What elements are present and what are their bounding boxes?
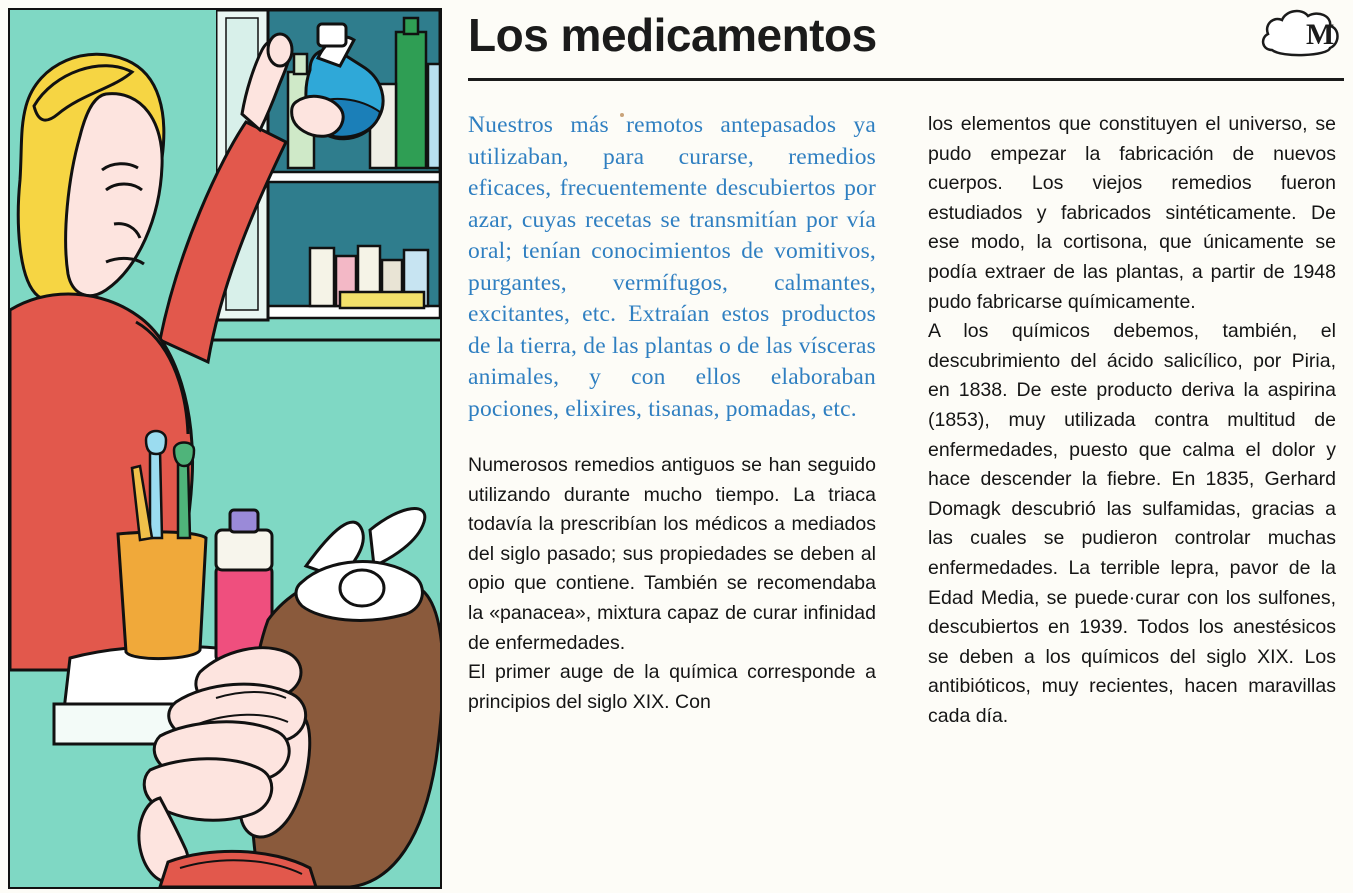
article-header xyxy=(468,6,1344,84)
header-divider xyxy=(468,78,1344,81)
page-title: Los medicamentos xyxy=(468,9,877,61)
paragraph-right-1: los elementos que constituyen el universo, se pudo empezar la fabricación de nuevos cuerpos. Los viejos remedios fueron estudiados y fabricados sintéticamente. De ese modo, la cortisona, que únicamente se podía extraer de las plantas, a partir de 1948 pudo fabricarse químicamente. xyxy=(928,113,1336,313)
lead-paragraph: Nuestros más remotos antepasados ya utilizaban, para curarse, remedios eficaces, frecuentemente descubiertos por azar, cuyas recetas se transmitían por vía oral; tenían conocimientos de vomitivos, purgantes, vermífugos, calmantes, excitantes, etc. Extraían estos productos de la tierra, de las plantas o de las vísceras animales, y con ellos elaboraban pociones, elixires, tisanas, pomadas, etc. xyxy=(468,112,876,422)
paragraph-right-2: A los químicos debemos, también, el descubrimiento del ácido salicílico, por Piria, en 1838. De este producto deriva la aspirina (1853), muy utilizada contra multitud de enfermedades, puesto que calma el dolor y hace descender la fiebre. En 1835, Gerhard Domagk descubrió las sulfamidas, gracias a las cuales se pudieron controlar muchas enfermedades. La terrible lepra, pavor de la Edad Media, se puede·curar con los sulfones, descubiertos en 1939. Todos los anestésicos se deben a los químicos del siglo XIX. Los antibióticos, muy recientes, hacen maravillas cada día. xyxy=(928,320,1336,727)
bathroom-medicine-cabinet-illustration xyxy=(8,8,442,889)
cloud-logo-icon xyxy=(1258,6,1342,64)
article-body xyxy=(468,110,1344,885)
cloud-logo-letter: M xyxy=(1306,18,1335,51)
text-column-right xyxy=(928,110,1336,885)
cloud-logo-graphic xyxy=(1258,6,1342,64)
text-column-left xyxy=(468,110,876,885)
paragraph-left-1: Numerosos remedios antiguos se han seguido utilizando durante mucho tiempo. La triaca todavía la prescribían los médicos a mediados del siglo pasado; sus propiedades se deben al opio que contiene. También se recomendaba la «panacea», mixtura capaz de curar infinidad de enfermedades. xyxy=(468,454,876,654)
illustration-graphic xyxy=(10,10,440,887)
paragraph-left-2: El primer auge de la química corresponde a principios del siglo XIX. Con xyxy=(468,661,876,713)
